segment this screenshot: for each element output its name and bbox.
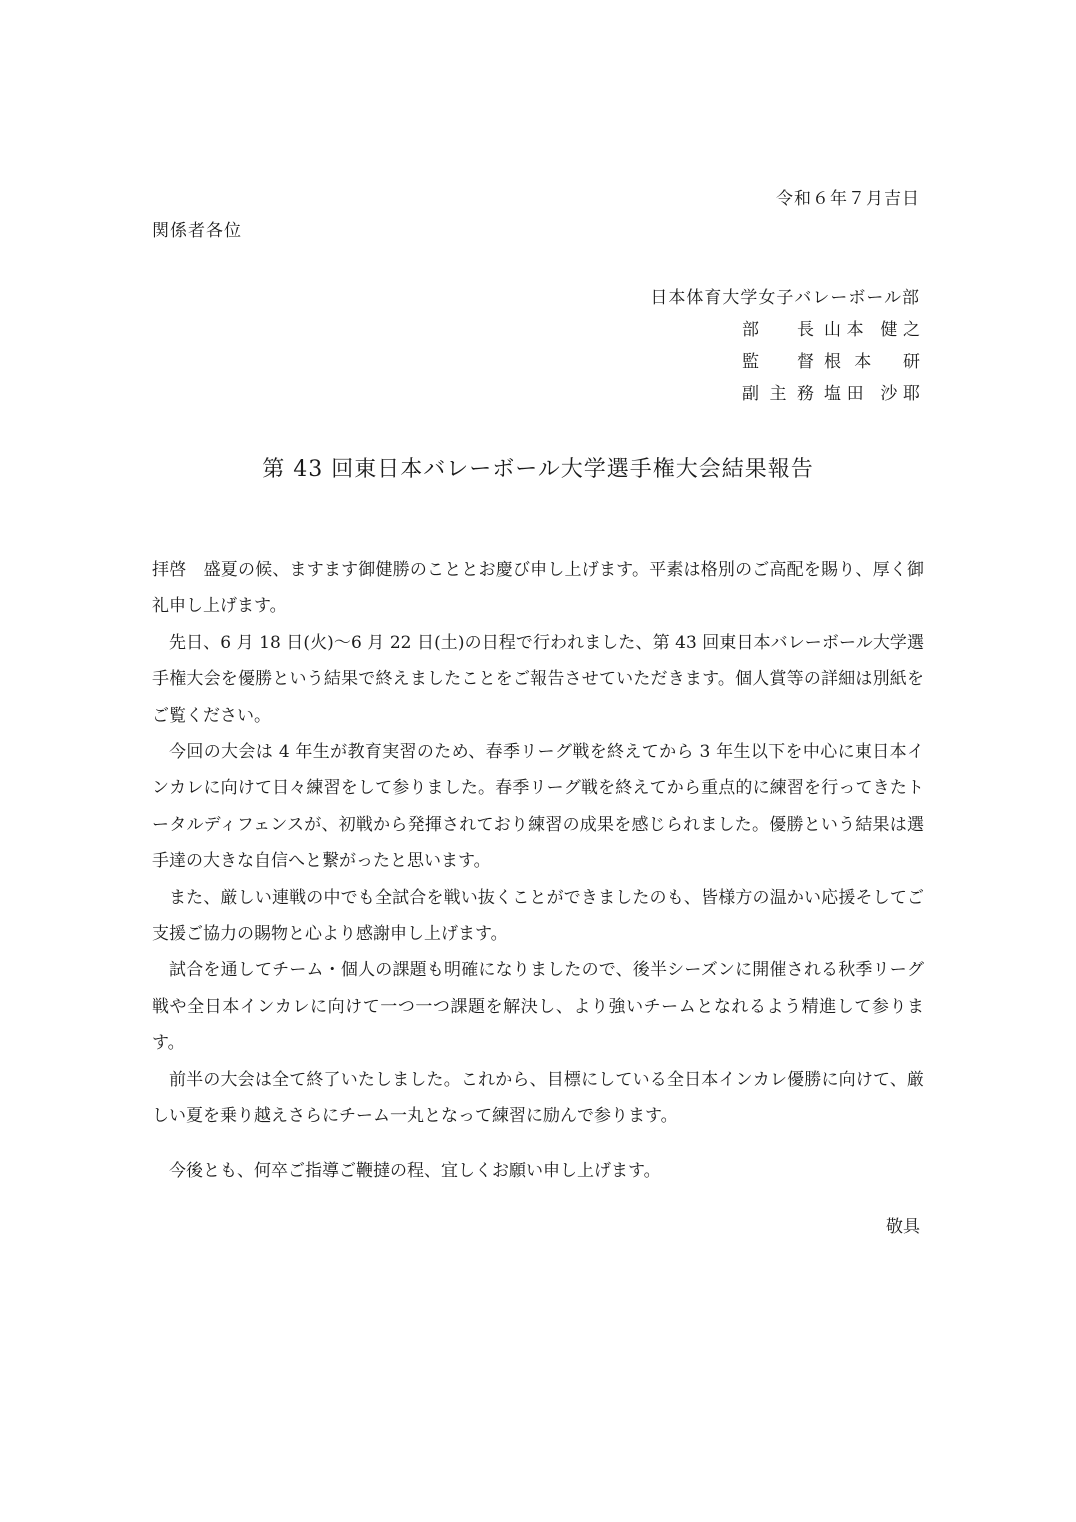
sender-name: 根本 研 [824,352,920,372]
body-paragraph: 試合を通してチーム・個人の課題も明確になりましたので、後半シーズンに開催される秋季リーグ戦や全日本インカレに向けて一つ一つ課題を解決し、より強いチームとなれるよう精進して参ります。 [152,960,924,1054]
body-paragraph: 今後とも、何卒ご指導ご鞭撻の程、宜しくお願い申し上げます。 [169,1160,661,1181]
sender-name: 山本 健之 [824,320,920,340]
sender-role: 監 督 [742,352,814,372]
sender-role: 部 長 [742,320,814,340]
sender-member-row [500,314,920,346]
sender-block [500,282,920,410]
document-title: 第 43 回東日本バレーボール大学選手権大会結果報告 [262,457,814,482]
letter-body [152,552,924,1189]
body-paragraph: 拝啓 盛夏の候、ますます御健勝のこととお慶び申し上げます。平素は格別のご高配を賜り、厚く御礼申し上げます。 [152,560,924,617]
closing-word: 敬具 [886,1217,920,1237]
addressee: 関係者各位 [152,221,242,241]
sender-role: 副主務 [742,384,814,404]
letter-date: 令和６年７月吉日 [776,189,920,209]
body-paragraph: また、厳しい連戦の中でも全試合を戦い抜くことができましたのも、皆様方の温かい応援そしてご支援ご協力の賜物と心より感謝申し上げます。 [152,887,924,945]
sender-organization: 日本体育大学女子バレーボール部 [650,288,920,308]
body-paragraph: 前半の大会は全て終了いたしました。これから、目標にしている全日本インカレ優勝に向けて、厳しい夏を乗り越えさらにチーム一丸となって練習に励んで参ります。 [152,1069,924,1127]
body-paragraph: 今回の大会は 4 年生が教育実習のため、春季リーグ戦を終えてから 3 年生以下を中心に東日本インカレに向けて日々練習をして参りました。春季リーグ戦を終えてから重点的に練習を行ってきたトータルディフェンスが、初戦から発揮されており練習の成果を感じられました。優勝という結果は選手達の大きな自信へと繋がったと思います。 [152,742,924,872]
sender-member-row [500,346,920,378]
sender-member-row [500,378,920,410]
body-paragraph: 先日、6 月 18 日(火)～6 月 22 日(土)の日程で行われました、第 43 回東日本バレーボール大学選手権大会を優勝という結果で終えましたことをご報告させていただきます。個人賞等の詳細は別紙をご覧ください。 [152,632,924,726]
sender-name: 塩田 沙耶 [824,384,920,404]
paragraph-spacer [152,1135,924,1153]
